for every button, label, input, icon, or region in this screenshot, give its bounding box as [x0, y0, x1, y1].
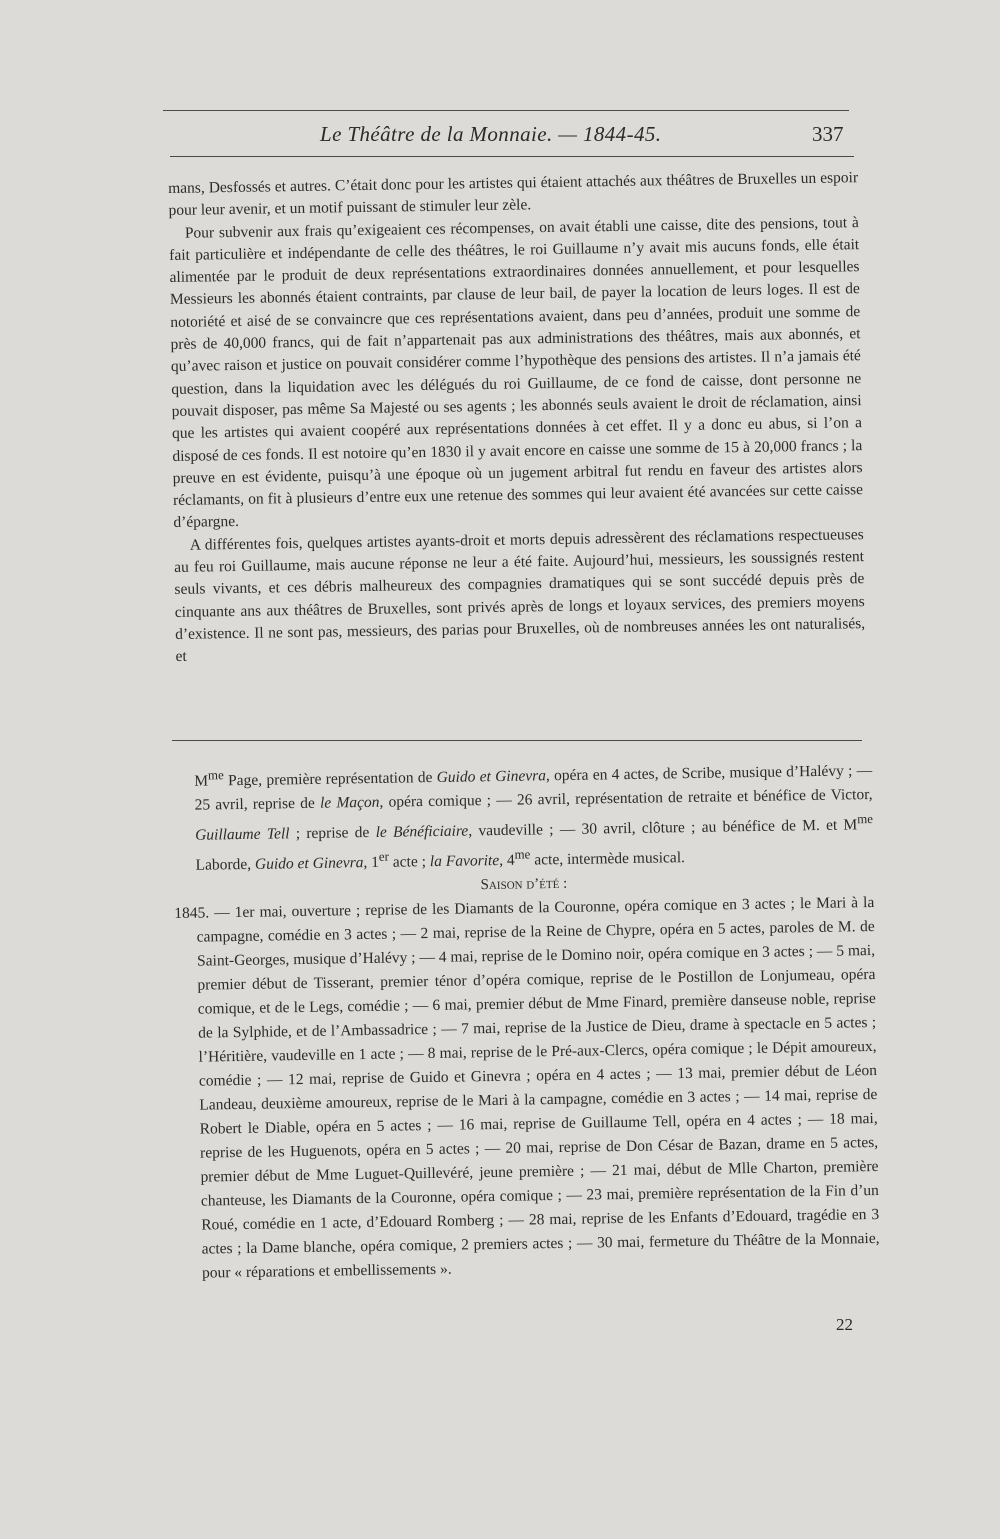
note-spring-season: [172, 753, 874, 878]
note-title: le Bénéficiaire: [375, 822, 469, 842]
note-title: Guido et Ginevra: [254, 854, 364, 874]
note-text: Page, première représentation de: [223, 769, 437, 790]
note-text: , 1: [363, 854, 380, 872]
paragraph-2: Pour subvenir aux frais qu’exigeaient ces récompenses, on avait établi une caisse, dite des pensions, tout à fait particulière et indépendante de celle des théâtres, le roi Guillaume n’y avait mis aucuns fonds, elle était alimentée par le produit de deux représentations extraordinaires données annuellement, et pour lesquelles Messieurs les abonnés étaient contraints, par clause de leur bail, de payer la location de leurs loges. Il est de notoriété et aisé de se convaincre que ces représentations avaient, dans peu d’années, produit une somme de près de 40,000 francs, qui de fait n’appartenait pas aux administrations des théâtres, mais aux abonnés, et qu’avec raison et justice on pouvait considérer comme l’hypothèque des pensions des artistes. Il n’a jamais été question, dans la liquidation avec les délégués du roi Guillaume, de ce fond de caisse, dont personne ne pouvait disposer, pas même Sa Majesté ou ses agents ; les abonnés seuls avaient le droit de réclamation, ainsi que les artistes qui avaient coopéré aux représentations données à cet effet. Il y a donc eu abus, si l’on a disposé de ces fonds. Il est notoire qu’en 1830 il y avait encore en caisse une somme de 15 à 20,000 francs ; la preuve en est évidente, puisqu’à une époque où un jugement arbitral fut rendu en faveur des artistes alors réclamants, on fit à plusieurs d’entre eux une retenue des sommes qui leur avaient été avancées sur cette caisse d’épargne.: [169, 213, 864, 532]
note-sup: me: [857, 811, 874, 827]
note-text: M: [194, 772, 209, 790]
paragraph-3: A différentes fois, quelques artistes ayants-droit et morts depuis adressèrent des réclamations respectueuses au feu roi Guillaume, mais aucune réponse ne leur a été faite. Aujourd’hui, messieurs, les soussignés restent seuls vivants, et ces débris malheureux des compagnies dramatiques qui se sont succédé depuis près de cinquante ans aux théâtres de Bruxelles, sont privés après de longs et loyaux services, des premiers moyens d’existence. Il ne sont pas, messieurs, des parias pour Bruxelles, où de nombreuses années les ont naturalisés, et: [173, 525, 866, 666]
note-summer-season: 1845. — 1er mai, ouverture ; reprise de les Diamants de la Couronne, opéra comique en 3 actes ; le Mari à la campagne, comédie en 3 actes ; — 2 mai, reprise de la Reine de Chypre, opéra en 5 actes, paroles de M. de Saint-Georges, musique d’Halévy ; — 4 mai, reprise de le Domino noir, opéra comique en 3 actes ; — 5 mai, premier début de Tisserant, premier ténor d’opéra comique, reprise de le Postillon de Lonjumeau, opéra comique, et de le Legs, comédie ; — 6 mai, premier début de Mme Finard, première danseuse noble, reprise de la Sylphide, et de l’Ambassadrice ; — 7 mai, reprise de la Justice de Dieu, drame à spectacle en 5 actes ; l’Héritière, vaudeville en 1 acte ; — 8 mai, reprise de le Pré-aux-Clercs, opéra comique ; le Dépit amoureux, comédie ; — 12 mai, reprise de Guido et Ginevra ; opéra en 4 actes ; — 13 mai, premier début de Léon Landeau, deuxième amoureux, reprise de le Mari à la campagne, comédie en 3 actes ; — 14 mai, reprise de Robert le Diable, opéra en 5 actes ; — 16 mai, reprise de Guillaume Tell, opéra en 4 actes ; — 18 mai, reprise de les Huguenots, opéra en 5 actes ; — 20 mai, reprise de Don César de Bazan, drame en 5 actes, premier début de Mme Luguet-Quillevéré, jeune première ; — 21 mai, début de Mlle Charton, première chanteuse, les Diamants de la Couronne, opéra comique ; — 23 mai, première représentation de la Fin d’un Roué, comédie en 1 acte, d’Edouard Romberg ; — 28 mai, reprise de les Enfants d’Edouard, tragédie en 3 actes ; la Dame blanche, opéra comique, 2 premiers actes ; — 30 mai, fermeture du Théâtre de la Monnaie, pour « réparations et embellissements ».: [174, 894, 880, 1283]
signature-mark: 22: [836, 1315, 853, 1334]
notes-block: [172, 753, 880, 1286]
paragraph-1: mans, Desfossés et autres. C’était donc pour les artistes qui étaient attachés aux théâtres de Bruxelles un espoir pour leur avenir, et un motif puissant de stimuler leur zèle.: [168, 169, 859, 220]
note-text: Laborde,: [195, 856, 256, 875]
note-text: , 4: [499, 852, 515, 870]
note-title: la Favorite: [429, 852, 500, 871]
note-text: acte ;: [388, 853, 431, 872]
header-rule-top: [163, 110, 849, 111]
main-text: [168, 167, 866, 668]
note-sup: me: [207, 767, 224, 783]
page-number: 337: [812, 122, 844, 146]
note-sup: me: [514, 846, 531, 862]
note-title: Guido et Ginevra: [436, 767, 547, 786]
header-rule-bottom: [170, 156, 854, 157]
note-sup: er: [378, 848, 390, 865]
footnote-rule: [172, 740, 862, 741]
note-text: , opéra en 4 actes, de Scribe, musique d’Halévy ; — 25 avril, reprise de: [194, 762, 873, 814]
season-heading: Saison d’été :: [480, 876, 568, 894]
note-text: , opéra comique ; — 26 avril, représentation de retraite et bénéfice de Victor,: [379, 786, 873, 811]
note-title: le Maçon: [319, 793, 380, 812]
note-text: ; reprise de: [289, 824, 376, 843]
running-head: Le Théâtre de la Monnaie. — 1844-45.: [320, 122, 662, 146]
note-text: acte, intermède musical.: [530, 849, 686, 869]
note-text: , vaudeville ; — 30 avril, clôture ; au bénéfice de M. et M: [468, 816, 858, 840]
note-title: Guillaume Tell: [194, 825, 290, 844]
